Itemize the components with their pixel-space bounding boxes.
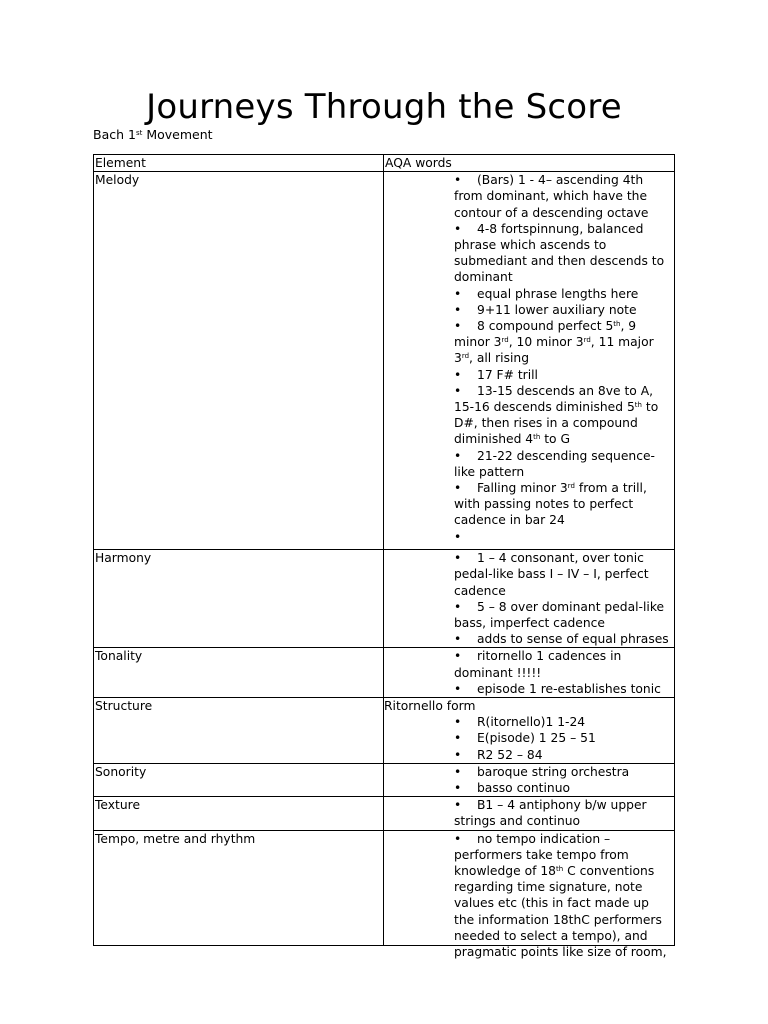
bullet-item (454, 764, 673, 780)
bullet-item (454, 318, 673, 367)
bullet-item (454, 648, 673, 680)
bullet-dot-icon: • (454, 781, 462, 796)
bullet-item (454, 529, 673, 545)
bullet-text: baroque string orchestra (477, 764, 630, 779)
bullet-text: episode 1 re-establishes tonic (477, 681, 661, 696)
table-row (94, 172, 675, 550)
aqa-words-cell (384, 797, 675, 830)
bullet-item (454, 599, 673, 631)
bullet-item (454, 448, 673, 480)
table-row (94, 698, 675, 764)
bullet-item (454, 780, 673, 796)
cell-intro-text: Ritornello form (384, 699, 476, 714)
aqa-words-cell (384, 172, 675, 550)
bullet-dot-icon: • (454, 173, 462, 188)
bullet-text: 13-15 descends an 8ve to A, 15-16 descends diminished 5th to D#, then rises in a compound diminished 4th to G (454, 383, 659, 447)
bullet-item (454, 367, 673, 383)
bullet-item (454, 221, 673, 286)
bullet-dot-icon: • (454, 383, 462, 398)
bullet-dot-icon: • (454, 798, 462, 813)
bullet-dot-icon: • (454, 367, 462, 382)
bullet-text: adds to sense of equal phrases (477, 632, 669, 647)
bullet-dot-icon: • (454, 764, 462, 779)
bullet-item (454, 831, 673, 961)
bullet-text: 4-8 fortspinnung, balanced phrase which ascends to submediant and then descends to dominant (454, 221, 665, 285)
element-cell: Harmony (94, 550, 384, 648)
score-table (93, 154, 675, 960)
bullet-item (454, 730, 673, 746)
bullet-list (385, 172, 673, 545)
bullet-item (454, 631, 673, 647)
header-aqa-words: AQA words (384, 155, 675, 172)
element-cell: Texture (94, 797, 384, 830)
bullet-text: R2 52 – 84 (477, 747, 543, 762)
bullet-text: no tempo indication – performers take tempo from knowledge of 18th C conventions regarding time signature, note values etc (this in fact made up the information 18thC performers needed to select a tempo), and pragmatic points like size of room, (454, 831, 667, 960)
bullet-item (454, 747, 673, 763)
table-row (94, 797, 675, 830)
bullet-list (385, 764, 673, 796)
bullet-dot-icon: • (454, 649, 462, 664)
element-cell: Structure (94, 698, 384, 764)
bullet-text: ritornello 1 cadences in dominant !!!!! (454, 649, 622, 680)
bullet-dot-icon: • (454, 831, 462, 846)
aqa-words-cell (384, 550, 675, 648)
bullet-dot-icon: • (454, 286, 462, 301)
bullet-text: 17 F# trill (477, 367, 538, 382)
bullet-list (385, 714, 673, 763)
bullet-item (454, 681, 673, 697)
bullet-item (454, 714, 673, 730)
bullet-dot-icon: • (454, 481, 462, 496)
bullet-dot-icon: • (454, 632, 462, 647)
bullet-text: 9+11 lower auxiliary note (477, 302, 637, 317)
bullet-text: 21-22 descending sequence-like pattern (454, 448, 655, 479)
element-cell: Sonority (94, 763, 384, 796)
bullet-dot-icon: • (454, 731, 462, 746)
bullet-item (454, 797, 673, 829)
header-element: Element (94, 155, 384, 172)
bullet-dot-icon: • (454, 302, 462, 317)
table-row (94, 830, 675, 945)
bullet-text: (Bars) 1 - 4– ascending 4th from dominant, which have the contour of a descending octave (454, 173, 649, 220)
bullet-list (385, 797, 673, 829)
element-cell: Melody (94, 172, 384, 550)
element-cell: Tonality (94, 648, 384, 698)
bullet-text: 8 compound perfect 5th, 9 minor 3rd, 10 minor 3rd, 11 major 3rd, all rising (454, 319, 654, 366)
bullet-item (454, 302, 673, 318)
page-title: Journeys Through the Score (146, 87, 622, 127)
bullet-item (454, 172, 673, 221)
bullet-dot-icon: • (454, 551, 462, 566)
bullet-item (454, 550, 673, 599)
bullet-dot-icon: • (454, 715, 462, 730)
bullet-text: R(itornello)1 1-24 (477, 715, 586, 730)
aqa-words-cell (384, 698, 675, 764)
bullet-item (454, 480, 673, 529)
bullet-dot-icon: • (454, 529, 462, 544)
bullet-list (385, 831, 673, 961)
bullet-dot-icon: • (454, 681, 462, 696)
bullet-text: basso continuo (477, 781, 571, 796)
bullet-dot-icon: • (454, 221, 462, 236)
bullet-item (454, 286, 673, 302)
bullet-dot-icon: • (454, 599, 462, 614)
bullet-item (454, 383, 673, 448)
aqa-words-cell (384, 648, 675, 698)
bullet-text: 5 – 8 over dominant pedal-like bass, imperfect cadence (454, 599, 665, 631)
bullet-text: E(pisode) 1 25 – 51 (477, 731, 596, 746)
aqa-words-cell (384, 763, 675, 796)
bullet-text: B1 – 4 antiphony b/w upper strings and continuo (454, 798, 647, 829)
table-row (94, 648, 675, 698)
document-subtitle: Bach 1st Movement (93, 127, 213, 142)
table-row (94, 550, 675, 648)
cell-content (385, 831, 673, 960)
bullet-list (385, 550, 673, 647)
aqa-words-cell (384, 830, 675, 960)
table-row (94, 763, 675, 796)
bullet-dot-icon: • (454, 747, 462, 762)
bullet-dot-icon: • (454, 448, 462, 463)
element-cell: Tempo, metre and rhythm (94, 830, 384, 945)
bullet-list (385, 648, 673, 697)
bullet-text: equal phrase lengths here (477, 286, 639, 301)
bullet-dot-icon: • (454, 319, 462, 334)
bullet-text: Falling minor 3rd from a trill, with passing notes to perfect cadence in bar 24 (454, 481, 647, 528)
bullet-text: 1 – 4 consonant, over tonic pedal-like bass I – IV – I, perfect cadence (454, 551, 649, 598)
bullet-text (454, 529, 672, 545)
table-header-row (94, 155, 675, 172)
